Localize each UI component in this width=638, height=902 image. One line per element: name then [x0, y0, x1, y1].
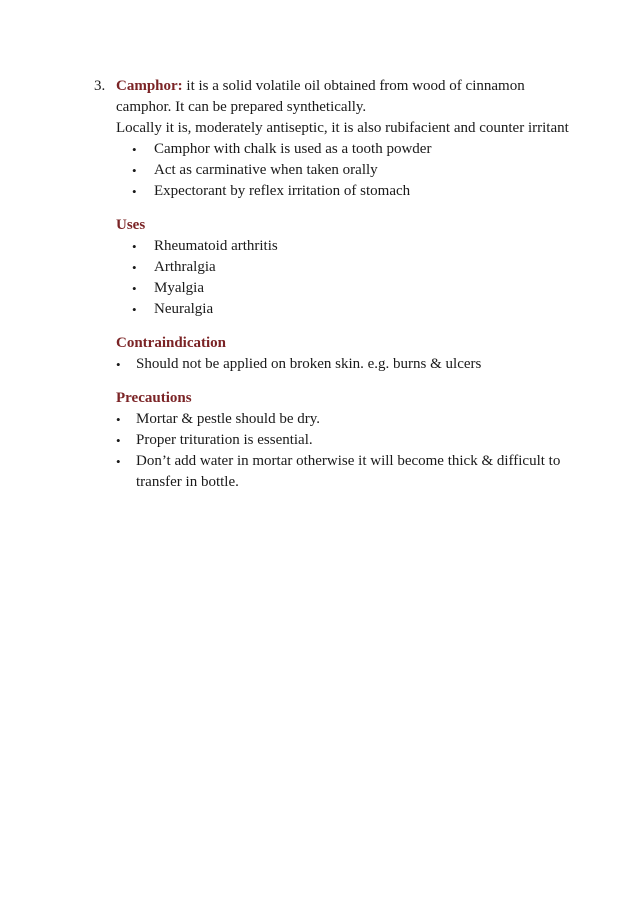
bullet-icon: •: [132, 260, 137, 275]
list-item: [116, 160, 576, 181]
list-item: [116, 181, 576, 202]
camphor-heading: Camphor:: [116, 78, 183, 94]
uses-heading: Uses: [116, 217, 146, 233]
precautions-heading: Precautions: [116, 390, 192, 406]
list-item-text: Myalgia: [154, 280, 204, 296]
bullet-icon: •: [132, 142, 137, 157]
list-item: [116, 278, 576, 299]
list-item-text: Don’t add water in mortar otherwise it will become thick & difficult to transfer in bottle.: [136, 453, 561, 490]
list-item: [116, 257, 576, 278]
list-item-text: Mortar & pestle should be dry.: [136, 411, 320, 427]
list-item: [116, 430, 576, 451]
list-item-text: Rheumatoid arthritis: [154, 238, 278, 254]
camphor-intro-text: it is a solid volatile oil obtained from wood of cinnamon camphor. It can be prepared synthetically.: [116, 78, 525, 115]
contraindication-heading: Contraindication: [116, 335, 227, 351]
bullet-icon: •: [132, 163, 137, 178]
bullet-icon: •: [116, 454, 121, 469]
list-item: [116, 299, 576, 320]
list-item-text: Proper trituration is essential.: [136, 432, 313, 448]
list-item-text: Arthralgia: [154, 259, 216, 275]
bullet-icon: •: [132, 281, 137, 296]
list-item: [116, 409, 576, 430]
camphor-bullet-list: [116, 139, 576, 202]
list-item-text: Expectorant by reflex irritation of stomach: [154, 183, 411, 199]
bullet-icon: •: [116, 357, 121, 372]
list-item: [116, 236, 576, 257]
bullet-icon: •: [116, 412, 121, 427]
precautions-list: [116, 409, 576, 493]
bullet-icon: •: [132, 239, 137, 254]
uses-list: [116, 236, 576, 320]
list-item-text: Neuralgia: [154, 301, 214, 317]
contraindication-list: [116, 354, 576, 375]
list-item-text: Act as carminative when taken orally: [154, 162, 378, 178]
bullet-icon: •: [132, 302, 137, 317]
list-item: [116, 139, 576, 160]
list-item: [116, 354, 576, 375]
list-item: [116, 451, 576, 493]
bullet-icon: •: [116, 433, 121, 448]
item-number: 3.: [94, 78, 106, 94]
list-item-text: Should not be applied on broken skin. e.g. burns & ulcers: [136, 356, 482, 372]
camphor-section: [116, 76, 576, 493]
list-item-text: Camphor with chalk is used as a tooth powder: [154, 141, 432, 157]
bullet-icon: •: [132, 184, 137, 199]
camphor-intro: [116, 76, 576, 118]
camphor-properties: Locally it is, moderately antiseptic, it is also rubifacient and counter irritant: [116, 120, 569, 136]
